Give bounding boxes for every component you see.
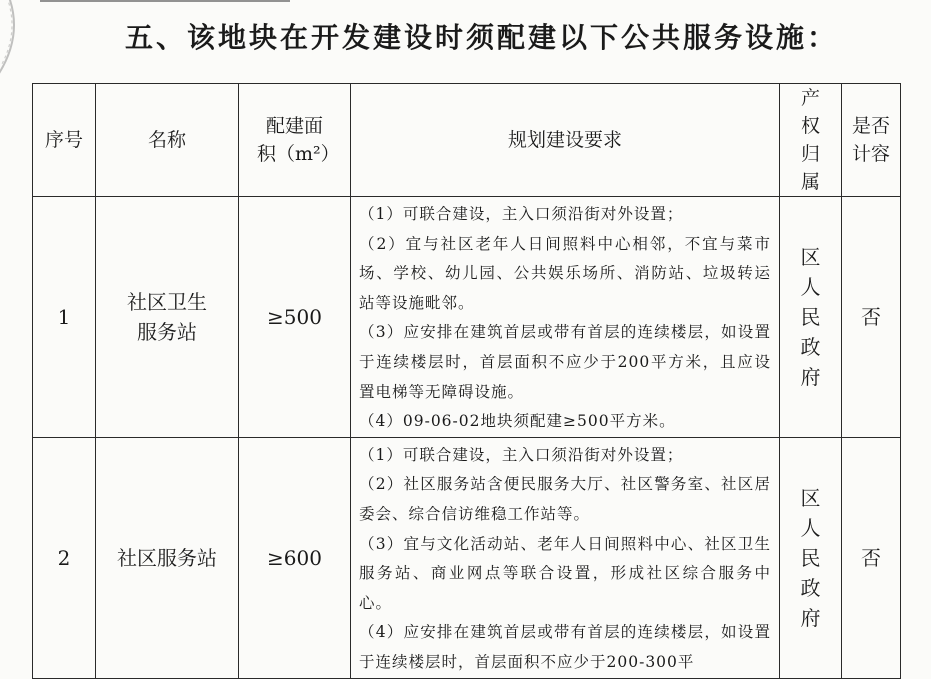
row-requirements [351,437,780,678]
table-header-row [33,84,901,197]
row-name: 社区卫生服务站 [96,197,239,438]
requirement-item: （1）可联合建设，主入口须沿街对外设置； [359,445,684,464]
table-row [33,437,901,678]
requirement-item: （4）应安排在建筑首层或带有首层的连续楼层，如设置于连续楼层时，首层面积不应少于200-300平 [359,623,771,671]
requirement-item: （2）社区服务站含便民服务大厅、社区警务室、社区居委会、综合信访维稳工作站等。 [359,475,771,523]
table-row [33,197,901,438]
requirement-item: （3）应安排在建筑首层或带有首层的连续楼层，如设置于连续楼层时，首层面积不应少于200平方米，且应设置电梯等无障碍设施。 [359,323,771,401]
row-area: ≥600 [239,437,351,678]
official-seal-fragment [0,0,40,84]
requirement-item: （4）09-06-02地块须配建≥500平方米。 [359,412,676,431]
row-counted: 否 [842,197,901,438]
public-facilities-table [32,83,901,679]
row-area: ≥500 [239,197,351,438]
requirement-item: （2）宜与社区老年人日间照料中心相邻，不宜与菜市场、学校、幼儿园、公共娱乐场所、消防站、垃圾转运站等设施毗邻。 [359,234,771,312]
requirement-item: （1）可联合建设，主入口须沿街对外设置； [359,205,684,223]
header-name: 名称 [96,84,239,197]
cropped-top-text-line [40,0,290,10]
requirement-item: （3）宜与文化活动站、老年人日间照料中心、社区卫生服务站、商业网点等联合设置，形成社区综合服务中心。 [359,534,771,612]
header-counted: 是否计容 [842,84,901,197]
row-ownership: 区人民政府 [780,437,842,678]
row-requirements [351,197,780,438]
row-name: 社区服务站 [96,437,239,678]
section-heading: 五、该地块在开发建设时须配建以下公共服务设施： [125,21,839,54]
header-index: 序号 [33,84,96,197]
row-ownership: 区人民政府 [780,197,842,438]
header-requirements: 规划建设要求 [351,84,780,197]
row-index: 2 [33,437,96,678]
header-ownership: 产权归属 [780,84,842,197]
header-area: 配建面积（m²） [239,84,351,197]
row-counted: 否 [842,437,901,678]
row-index: 1 [33,197,96,438]
